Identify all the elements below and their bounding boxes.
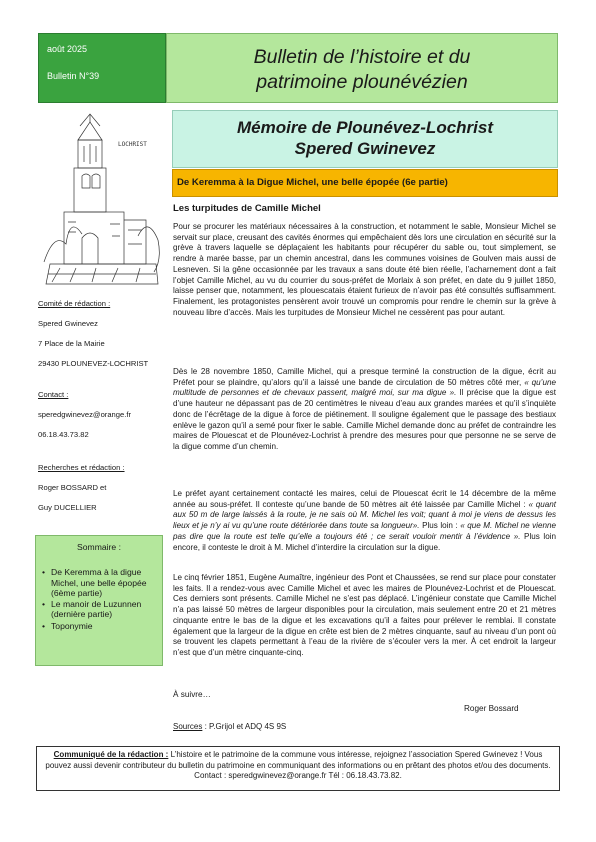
paragraph-2-text: Il précise que la digue est d’une hauteur ne dépassant pas de 20 centimètres le niveau d’eau aux grandes marées et qu’il s’inquiète donc de l’écrêtage de la digue à force de piétinement. Il souligne également que le passage des bestiaux enlève le gazon qu’il a semé pour fixer le sable. Camille Michel demande donc au préfet de contraindre les maires de Plouescat et de Plounévez-Lochrist à prendre des mesures pour que personne ne se serve de la digue comme d’un chemin. [173, 388, 556, 451]
issue-number: Bulletin N°39 [47, 71, 100, 81]
research-line: Guy DUCELLIER [38, 503, 97, 512]
contact-email[interactable]: speredgwinevez@orange.fr [38, 410, 131, 419]
contact-block [38, 389, 164, 449]
paragraph-3-quote: « que M. Michel ne vienne pas dire que la route est telle qu’elle a toujours été ; ce serait vouloir mentir à l’évidence ». [173, 521, 556, 541]
article-title-box [172, 110, 558, 168]
paragraph-3-text: Plus loin encore, il conteste le droit à M. Michel d’interdire la circulation sur la digue. [173, 531, 557, 552]
summary-item: • Le manoir de Luzunnen (dernière partie) [42, 599, 156, 620]
sources-label: Sources [173, 722, 203, 731]
church-sketch-image [40, 112, 164, 290]
committee-line: Spered Gwinevez [38, 319, 98, 328]
sketch-caption: LOCHRIST [118, 141, 147, 148]
summary-item: • Toponymie [42, 621, 156, 631]
author-signature: Roger Bossard [464, 704, 519, 713]
committee-line: 29430 PLOUNEVEZ-LOCHRIST [38, 359, 149, 368]
bulletin-title-line-2: patrimoine plounévézien [256, 71, 468, 93]
paragraph-2 [173, 367, 556, 453]
committee-line: 7 Place de la Mairie [38, 339, 105, 348]
committee-block [38, 298, 164, 378]
paragraph-3-text: Le préfet ayant certainement contacté les maires, celui de Plouescat écrit le 14 décembre de la même année au sous-préfet. Il conteste qu’une bande de 50 mètres ait été laissée par Camille Michel : [173, 489, 556, 509]
article-title-line-2: Spered Gwinevez [294, 139, 436, 158]
contact-phone: 06.18.43.73.82 [38, 430, 89, 439]
summary-title: Sommaire : [77, 542, 121, 552]
paragraph-2-quote: « qu’une multitude de personnes et de chevaux passent, malgré moi, sur ma digue ». [173, 377, 556, 398]
research-block [38, 462, 164, 522]
committee-heading: Comité de rédaction : [38, 299, 111, 308]
research-heading: Recherches et rédaction : [38, 463, 125, 472]
issue-date: août 2025 [47, 44, 88, 54]
paragraph-3-quote: « quant aux 50 m de large laissés à la route, je ne sais où M. Michel les voit; quant à moi je viens de dessus les lieux et je n’y ai vu qu’une route détériorée dans toute sa longueur». [173, 499, 556, 531]
issue-info-box [38, 33, 166, 103]
bulletin-title-box [166, 33, 558, 103]
bulletin-title-line-1: Bulletin de l’histoire et du [253, 46, 471, 68]
article-subtitle: De Keremma à la Digue Michel, une belle épopée (6e partie) [172, 169, 558, 197]
paragraph-3 [173, 489, 556, 553]
paragraph-2-text: Dès le 28 novembre 1850, Camille Michel, qui a presque terminé la construction de la digue, écrit au Préfet pour se plaindre, qu’alors qu’il a laissé une bande de circulation de 50 mètres côté mer, [173, 367, 556, 387]
summary-box [35, 535, 163, 666]
sources-text: : P.Grijol et ADQ 4S 9S [202, 722, 287, 731]
research-line: Roger BOSSARD et [38, 483, 107, 492]
to-be-continued: À suivre… [173, 690, 211, 699]
summary-item: • De Keremma à la digue Michel, une belle épopée (6ème partie) [42, 567, 156, 598]
paragraph-4: Le cinq février 1851, Eugène Aumaître, ingénieur des Pont et Chaussées, se rend sur place pour constater les faits. Il a rendez-vous avec Camille Michel et avec les maires de Plounévez-Lochrist et de Plouescat. Ces derniers sont présents. Camille Michel ne s’est pas déplacé. L’ingénieur constate que Camille Michel n’a pas laissé 50 mètres de largeur disponibles pour la circulation, mais seulement entre 20 et 21 mètres cinquante entre le bas de la digue et les excavations qu’il a faites pour prélever le remblai. Il constate également que la largeur de la digue en crête est bien de 2 mètres cinquante, sauf au niveau d’un pont où se trouvent les clapets permettant à l’eau de la rivière de s’écouler vers la mer. À cet endroit la largeur n’est que d’un mètre cinquante-cinq. [173, 573, 556, 657]
paragraph-1: Pour se procurer les matériaux nécessaires à la construction, et notamment le sable, Monsieur Michel se servait sur place, creusant des cavités énormes qui empêchaient dès lors une circulation en sécurité sur la grève à travers laquelle se déplaçaient les habitants pour récupérer du sable ou, tout simplement, se rendre à marée basse, par un chemin ancestral, dans les communes voisines de Goulven mais aussi de Lesneven. Si la gêne occasionnée par les travaux a sans doute été bien réelle, l’acharnement dont a fait l’objet Camille Michel, au vu du courrier du sous-préfet de Morlaix à son préfet, en date du 9 juillet 1850, laisse penser que, notamment, les plouescatais étaient furieux de n’avoir pas été consultés suffisamment. Finalement, les protagonistes pensèrent avoir trouvé un compromis pour rendre le chemin sur la grève à nouveau libre d’accès. Mais les turpitudes de Monsieur Michel ne cessèrent pas pour autant. [173, 222, 556, 317]
editorial-notice-label: Communiqué de la rédaction : [53, 750, 169, 759]
section-heading: Les turpitudes de Camille Michel [173, 203, 321, 214]
sources-line [173, 722, 286, 731]
contact-heading: Contact : [38, 390, 69, 399]
article-title-line-1: Mémoire de Plounévez-Lochrist [237, 118, 493, 137]
editorial-notice-text: L’histoire et le patrimoine de la commune vous intéresse, rejoignez l’association Spered Gwinevez ! Vous pouvez aussi devenir contributeur du bulletin du patrimoine en communiquant des informations ou en prêtant des photos et/ou des documents. Contact : speredgwinevez@orange.fr Tél : 06.18.43.73.82. [45, 750, 551, 781]
paragraph-3-text: Plus loin : [419, 521, 461, 531]
editorial-notice-box [36, 746, 560, 791]
summary-list [42, 567, 156, 631]
